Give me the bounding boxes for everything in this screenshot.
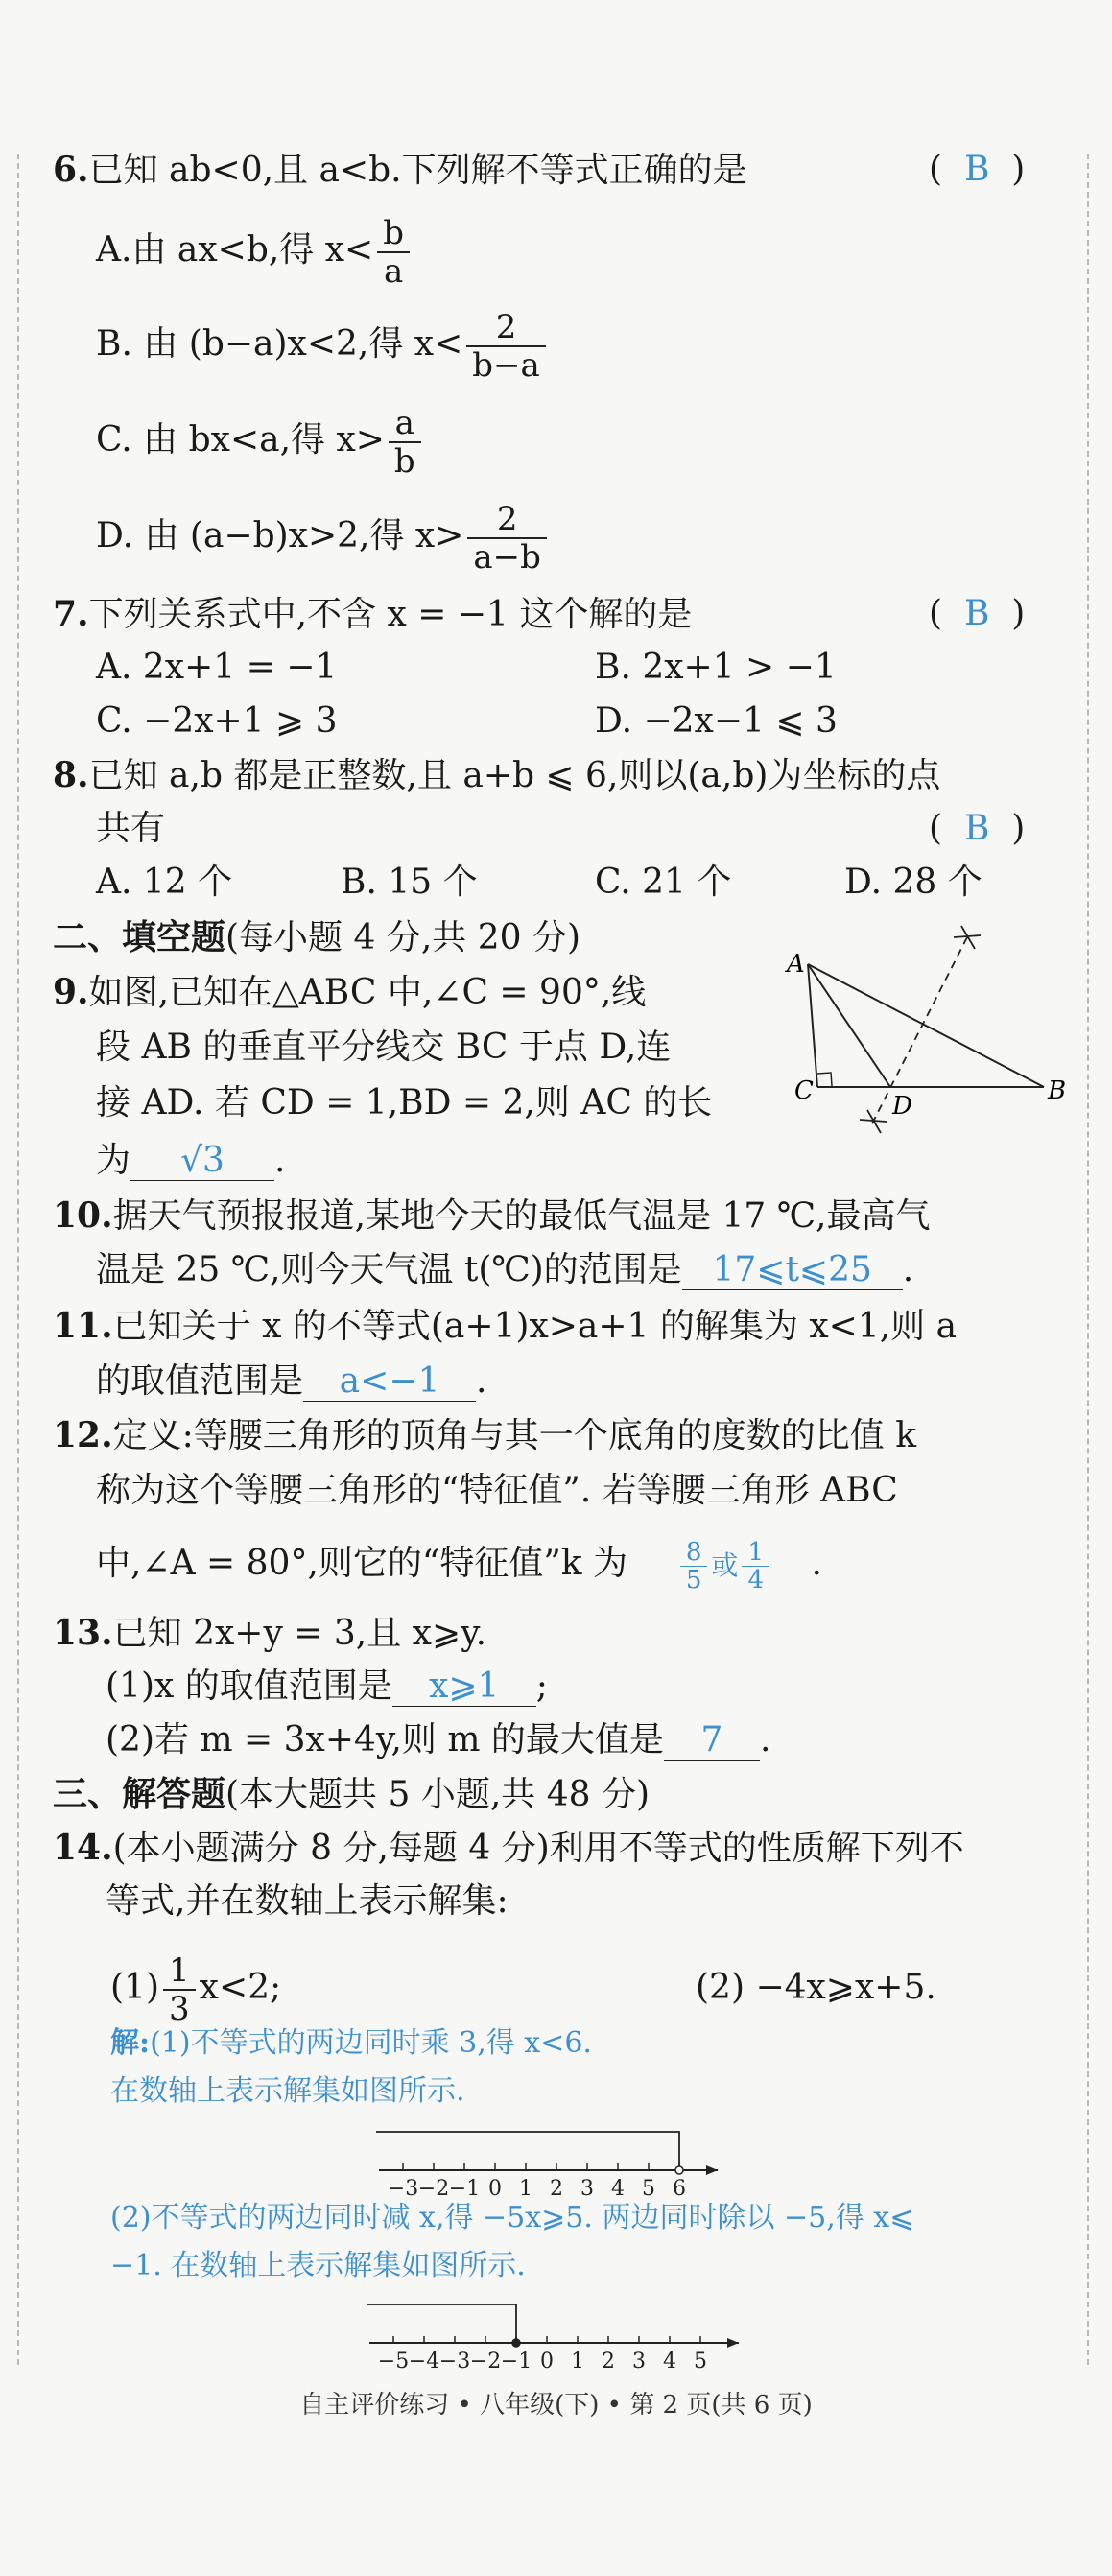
q8-answer-paren: ( B ) — [929, 809, 1026, 848]
tick-label: −4 — [408, 2350, 440, 2370]
fraction: $\frac{1}{4}$ — [742, 1539, 769, 1594]
fraction: $\frac{8}{5}$ — [680, 1539, 708, 1594]
fraction: $\frac{2}{b-a}$ — [466, 309, 546, 384]
q14-solution-line3: (2)不等式的两边同时减 x,得 −5x⩾5. 两边同时除以 −5,得 x⩽ — [110, 2201, 914, 2234]
tick-label: 5 — [642, 2177, 655, 2197]
q7-stem: 7.下列关系式中,不含 x = −1 这个解的是 — [53, 594, 693, 634]
perpendicular-bisector — [871, 937, 967, 1125]
solution-bracket — [376, 2132, 679, 2170]
tick-label: 0 — [540, 2350, 554, 2370]
tick-label: 0 — [488, 2177, 502, 2197]
q8-option-c: C. 21 个 — [595, 863, 732, 902]
label-b: B — [1048, 1076, 1067, 1105]
q11-line2: 的取值范围是 a<−1 . — [96, 1361, 487, 1401]
q12-line3: 中,∠A = 80°,则它的“特征值”k 为 $\frac{8}{5}$ 或 $\frac{1}{4}$ . — [96, 1533, 822, 1595]
q7-option-d: D. −2x−1 ⩽ 3 — [595, 701, 838, 741]
q7-option-c: C. −2x+1 ⩾ 3 — [96, 701, 338, 741]
number-line-2 — [365, 2293, 806, 2370]
tick-label: −3 — [387, 2177, 419, 2197]
page-footer: 自主评价练习 • 八年级(下) • 第 2 页(共 6 页) — [299, 2391, 813, 2420]
q14-part2: (2) −4x⩾x+5. — [696, 1968, 936, 2007]
segment-ad — [808, 964, 890, 1087]
q10-line1: 10.据天气预报报道,某地今天的最低气温是 17 ℃,最高气 — [53, 1195, 931, 1236]
tick-label: −5 — [377, 2350, 410, 2370]
q11-line1: 11.已知关于 x 的不等式(a+1)x>a+1 的解集为 x<1,则 a — [53, 1306, 958, 1346]
tick-label: 5 — [694, 2350, 707, 2370]
q13-line1: 13.已知 2x+y = 3,且 x⩾y. — [53, 1613, 487, 1653]
q12-line2: 称为这个等腰三角形的“特征值”. 若等腰三角形 ABC — [96, 1471, 898, 1510]
number-line-1 — [374, 2120, 758, 2197]
q9-line3: 接 AD. 若 CD = 1,BD = 2,则 AC 的长 — [96, 1083, 713, 1123]
q9-line2: 段 AB 的垂直平分线交 BC 于点 D,连 — [96, 1028, 672, 1067]
q7-answer-paren: ( B ) — [929, 594, 1026, 633]
label-d: D — [892, 1092, 912, 1121]
section-3-heading: 三、解答题(本大题共 5 小题,共 48 分) — [53, 1774, 651, 1814]
fraction: $\frac{2}{a-b}$ — [467, 501, 547, 576]
q14-part1: (1) $\frac{1}{3}$ x<2; — [110, 1951, 282, 2028]
tick-label: −1 — [448, 2177, 481, 2197]
q8-option-b: B. 15 个 — [341, 863, 478, 902]
tick-label: 3 — [632, 2350, 646, 2370]
endpoint-dot — [675, 2166, 683, 2174]
tick-label: −3 — [438, 2350, 471, 2370]
q6-option-c: C. 由 bx<a,得 x> $\frac{a}{b}$ — [96, 401, 425, 480]
tick-label: 3 — [580, 2177, 594, 2197]
right-angle-mark — [817, 1073, 832, 1086]
q13-answer2-blank: 7 — [664, 1721, 760, 1761]
q8-option-a: A. 12 个 — [96, 863, 233, 902]
q6-option-b: B. 由 (b−a)x<2,得 x< $\frac{2}{b-a}$ — [96, 305, 550, 384]
q14-line1: 14.(本小题满分 8 分,每题 4 分)利用不等式的性质解下列不 — [53, 1828, 964, 1868]
q9-answer-blank: √3 — [130, 1142, 274, 1181]
segment-ac — [808, 964, 817, 1087]
tick-label: 2 — [602, 2350, 615, 2370]
q8-stem-line2: 共有 — [96, 809, 166, 848]
q6-stem: 6.已知 ab<0,且 a<b.下列解不等式正确的是 — [53, 150, 747, 190]
section-2-heading: 二、填空题(每小题 4 分,共 20 分) — [53, 917, 581, 957]
tick-label: 1 — [519, 2177, 532, 2197]
endpoint-dot — [512, 2339, 520, 2347]
q10-answer-blank: 17⩽t⩽25 — [682, 1251, 903, 1290]
q9-line4: 为 √3 . — [96, 1141, 286, 1180]
q12-answer-blank: $\frac{8}{5}$ 或 $\frac{1}{4}$ — [638, 1535, 811, 1595]
q6-option-a: A.由 ax<b,得 x< $\frac{b}{a}$ — [96, 211, 414, 290]
q14-solution-line2: 在数轴上表示解集如图所示. — [110, 2074, 465, 2108]
q8-option-d: D. 28 个 — [844, 863, 982, 902]
q14-solution-line1: 解:(1)不等式的两边同时乘 3,得 x<6. — [110, 2026, 592, 2060]
label-c: C — [794, 1076, 814, 1105]
q11-answer-blank: a<−1 — [303, 1362, 476, 1402]
q13-part1: (1)x 的取值范围是 x⩾1 ; — [106, 1666, 548, 1706]
tick-label: −2 — [417, 2177, 450, 2197]
tick-label: 1 — [571, 2350, 584, 2370]
solution-bracket — [367, 2304, 516, 2343]
arc-mark-bottom — [860, 1110, 887, 1133]
tick-label: 6 — [673, 2177, 686, 2197]
q7-option-b: B. 2x+1 > −1 — [595, 648, 837, 687]
q14-solution-line4: −1. 在数轴上表示解集如图所示. — [110, 2249, 526, 2282]
right-margin-line — [1087, 154, 1089, 2365]
fraction: $\frac{b}{a}$ — [377, 215, 410, 290]
tick-label: −1 — [500, 2350, 532, 2370]
tick-label: 2 — [550, 2177, 563, 2197]
fraction: $\frac{a}{b}$ — [389, 405, 421, 480]
segment-ab — [808, 964, 1044, 1087]
tick-label: −2 — [469, 2350, 502, 2370]
axis-arrow — [706, 2165, 718, 2175]
q12-line1: 12.定义:等腰三角形的顶角与其一个底角的度数的比值 k — [53, 1415, 917, 1455]
q6-option-d: D. 由 (a−b)x>2,得 x> $\frac{2}{a-b}$ — [96, 497, 551, 576]
q8-answer: B — [963, 809, 990, 848]
tick-label: 4 — [663, 2350, 676, 2370]
q14-line2: 等式,并在数轴上表示解集: — [106, 1881, 509, 1921]
q9-line1: 9.如图,已知在△ABC 中,∠C = 90°,线 — [53, 972, 647, 1012]
tick-label: 4 — [611, 2177, 625, 2197]
q13-part2: (2)若 m = 3x+4y,则 m 的最大值是 7 . — [106, 1720, 771, 1760]
q7-answer: B — [963, 594, 990, 633]
label-a: A — [787, 950, 805, 979]
q13-answer1-blank: x⩾1 — [392, 1667, 536, 1707]
left-margin-line — [17, 154, 19, 2365]
arc-mark-top — [954, 926, 981, 949]
q9-triangle-figure — [758, 916, 1075, 1137]
fraction: $\frac{1}{3}$ — [163, 1952, 196, 2027]
q10-line2: 温是 25 ℃,则今天气温 t(℃)的范围是 17⩽t⩽25 . — [96, 1250, 914, 1289]
axis-arrow — [727, 2338, 739, 2348]
q7-option-a: A. 2x+1 = −1 — [96, 648, 338, 687]
q6-answer: B — [963, 150, 990, 189]
q6-answer-paren: ( B ) — [929, 150, 1026, 189]
q8-stem: 8.已知 a,b 都是正整数,且 a+b ⩽ 6,则以(a,b)为坐标的点 — [53, 755, 941, 795]
